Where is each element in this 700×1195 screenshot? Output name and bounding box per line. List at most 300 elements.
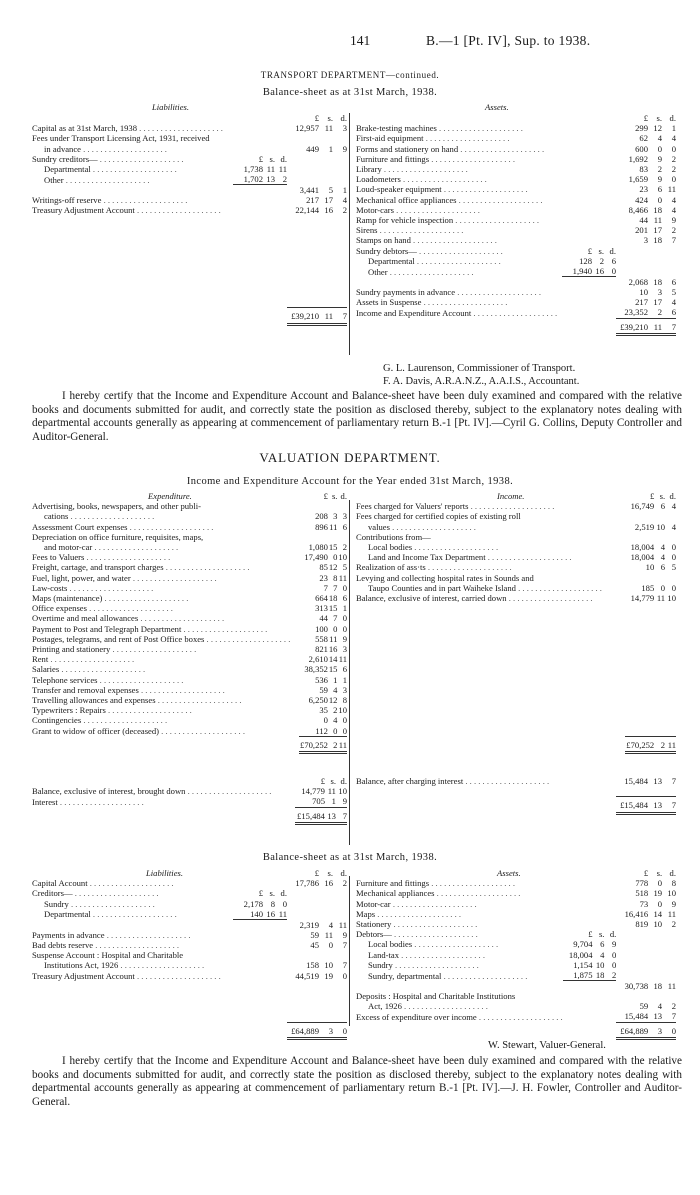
leader-dots: . . . . . . . . . . . . . . . . . . . .: [181, 623, 268, 634]
currency-header-row: [356, 868, 676, 878]
inner-shillings: [592, 144, 604, 154]
amount-pounds: [287, 909, 319, 920]
leader-dots: . . . . . . . . . . . . . . . . . . . .: [92, 542, 179, 553]
inner-pence: [275, 960, 287, 970]
row-label-text: Capital Account: [32, 878, 88, 889]
filler-row: [32, 287, 347, 297]
account-row: [356, 144, 676, 154]
row-label: [356, 133, 562, 143]
row-label: [32, 593, 290, 603]
amount-shillings: 11: [324, 123, 333, 134]
total-spacer: [32, 1022, 233, 1038]
inner-shillings: [593, 888, 605, 898]
row-label: [356, 939, 563, 949]
row-label-text: Other: [44, 174, 64, 185]
amount-pence: 5: [671, 286, 676, 297]
leader-dots: . . . . . . . . . . . . . . . . . . . .: [102, 593, 189, 604]
amount-shillings: [319, 909, 333, 920]
leader-dots: . . . . . . . . . . . . . . . . . . . .: [429, 153, 515, 164]
inner-shillings: 13: [263, 174, 275, 185]
account-row: [32, 195, 347, 205]
row-label: [32, 644, 290, 654]
amount-shillings: 0: [333, 552, 338, 563]
leader-dots: . . . . . . . . . . . . . . . . . . . .: [441, 184, 528, 195]
filler-row: [32, 226, 347, 236]
row-label-text: Maps: [356, 908, 376, 919]
row-label: [32, 654, 290, 664]
account-row: [356, 991, 676, 1001]
account-row: [356, 909, 676, 919]
inner-spacer: [562, 113, 592, 123]
amount-pounds: 518: [635, 888, 649, 899]
amount-pence: 11: [667, 980, 676, 991]
amount-pence: 0: [671, 552, 676, 563]
leader-dots: . . . . . . . . . . . . . . . . . . . .: [63, 174, 150, 185]
total-spacer: [562, 318, 592, 334]
row-label: [32, 532, 290, 542]
filler-row: [32, 236, 347, 246]
row-label-text: Advertising, books, newspapers, and other publi-: [32, 501, 201, 512]
amount-pence: 6: [342, 521, 347, 532]
row-label-text: Forms and stationery on hand: [356, 143, 459, 154]
valuation-inc-heading: Income.: [497, 491, 525, 501]
document-reference: B.—1 [Pt. IV], Sup. to 1938.: [426, 33, 591, 48]
inner-pence: 11: [275, 909, 287, 920]
account-row: [32, 634, 347, 644]
row-label: [32, 930, 233, 940]
inner-pence: [275, 920, 287, 930]
inner-pounds: [602, 573, 615, 583]
inner-shillings: 11: [266, 164, 275, 175]
account-row: [356, 287, 676, 297]
amount-shillings: 10: [656, 521, 666, 532]
inner-pounds: 2,178: [243, 898, 263, 909]
inner-shillings: [263, 878, 275, 888]
shillings-header: s.: [327, 113, 333, 123]
inner-pence: [275, 205, 287, 215]
currency-spacer: [356, 491, 602, 501]
account-row: [32, 532, 347, 542]
currency-spacer: [32, 868, 233, 878]
amount-pence: 9: [671, 898, 676, 909]
amount-shillings: 2: [657, 164, 662, 175]
row-label-text: Mechanical appliances: [356, 888, 435, 899]
total-pence: 7: [662, 318, 676, 334]
account-row: [32, 675, 347, 685]
amount-pence: 4: [671, 521, 676, 532]
transport-assets-heading: Assets.: [485, 102, 509, 112]
row-label-text: Payments in advance: [32, 929, 105, 940]
row-label: [356, 184, 562, 194]
row-label-text: Realization of ass·ts: [356, 562, 426, 573]
amount-pence: 4: [671, 204, 676, 215]
leader-dots: . . . . . . . . . . . . . . . . . . . .: [412, 939, 499, 950]
filler-cell: [32, 246, 347, 256]
row-label: [32, 174, 233, 185]
amount-pounds: 896: [315, 521, 328, 532]
row-label-text: Taupo Counties and in part Waiheke Island: [368, 582, 516, 593]
amount-pounds: [616, 246, 648, 256]
row-label-text: Furniture and fittings: [356, 153, 430, 164]
total-row: [32, 1022, 347, 1038]
amount-pounds: [616, 939, 648, 949]
account-row: [356, 878, 676, 888]
leader-dots: . . . . . . . . . . . . . . . . . . . .: [485, 552, 572, 563]
row-label-text: Stationery: [356, 919, 392, 930]
inner-pence: [604, 888, 616, 898]
filler-cell: [32, 226, 347, 236]
row-label: [356, 573, 602, 583]
leader-dots: . . . . . . . . . . . . . . . . . . . .: [421, 297, 508, 308]
account-row: [356, 307, 676, 318]
currency-spacer: [32, 491, 290, 501]
account-row: [32, 705, 347, 715]
amount-pence: 0: [342, 613, 347, 624]
filler-cell: [356, 786, 676, 797]
inner-pence: d.: [280, 888, 287, 899]
amount-pounds: [287, 164, 319, 174]
shillings-header: s.: [659, 491, 666, 501]
account-row: [356, 225, 676, 235]
filler-row: [32, 277, 347, 287]
currency-header-row: [32, 776, 347, 786]
amount-pounds: 30,738: [624, 980, 649, 991]
valuation-expenditure-table: [32, 491, 347, 754]
amount-pence: [662, 939, 676, 949]
amount-pence: 8: [671, 878, 676, 889]
amount-pounds: 536: [315, 674, 328, 685]
inner-pence: [604, 899, 616, 909]
account-row: [32, 786, 347, 796]
inner-pounds: [562, 195, 592, 205]
inner-pounds: [563, 888, 593, 898]
total-pounds: £64,889: [616, 1022, 648, 1038]
row-label-text: Contributions from—: [356, 531, 431, 542]
amount-shillings: 12: [328, 695, 338, 706]
row-label-text: Debtors—: [356, 929, 392, 940]
row-label: [356, 593, 602, 603]
valuation-bs-divider: [349, 876, 350, 1026]
row-label: [356, 511, 602, 521]
inner-spacer: [593, 868, 605, 878]
inner-spacer: [263, 113, 275, 123]
inner-pounds: [233, 950, 263, 960]
row-label: [32, 603, 290, 613]
inner-pence: [275, 144, 287, 154]
inner-shillings: [593, 981, 605, 991]
row-label: [32, 888, 233, 898]
inner-pounds: [562, 225, 592, 235]
filler-cell: [32, 297, 347, 308]
inner-pounds: 18,004: [568, 949, 593, 960]
amount-shillings: 2: [333, 705, 338, 716]
inner-pounds: [563, 1011, 593, 1022]
pence-header: d.: [340, 491, 347, 501]
total-shillings: 3: [648, 1022, 662, 1038]
leader-dots: . . . . . . . . . . . . . . . . . . . .: [59, 664, 146, 675]
amount-pounds: 15,484: [624, 776, 648, 786]
filler-row: [356, 685, 676, 695]
inner-shillings: 18: [593, 970, 605, 981]
account-row: [32, 613, 347, 623]
amount-pounds: 558: [315, 633, 328, 644]
valuation-balance-left-table: [32, 776, 347, 825]
amount-shillings: 14: [328, 654, 338, 665]
total-spacer: [563, 1022, 593, 1038]
total-pounds: £64,889: [287, 1022, 319, 1038]
account-row: [32, 878, 347, 888]
account-row: [356, 235, 676, 245]
currency-spacer: [32, 113, 233, 123]
amount-pounds: [616, 960, 648, 970]
account-row: [356, 970, 676, 981]
amount-pence: 2: [342, 878, 347, 889]
inner-shillings: [263, 205, 275, 215]
account-row: [32, 511, 347, 521]
filler-cell: [356, 726, 676, 737]
amount-pence: 2: [671, 1001, 676, 1012]
valuation-ie-divider: [349, 500, 350, 845]
account-row: [32, 603, 347, 613]
amount-pounds: 2,319: [299, 919, 319, 930]
inner-spacer: [604, 113, 616, 123]
amount-pounds: [287, 950, 319, 960]
account-row: [356, 552, 676, 562]
amount-pounds: 17,786: [295, 878, 319, 889]
inner-pounds: £: [258, 153, 263, 164]
total-pounds: £15,484: [295, 807, 325, 823]
amount-pounds: 208: [315, 511, 328, 522]
inner-pounds: [563, 1001, 593, 1011]
pence-header: d.: [669, 868, 676, 878]
row-label: [32, 583, 290, 593]
amount-shillings: 18: [328, 593, 338, 604]
inner-pounds: [271, 786, 284, 796]
amount-pounds: 1,692: [628, 153, 648, 164]
inner-spacer: [233, 868, 263, 878]
row-label: [32, 164, 233, 174]
inner-pence: d.: [280, 153, 287, 164]
amount-pounds: 600: [635, 143, 648, 154]
amount-pounds: 35: [319, 705, 328, 716]
row-label: [356, 256, 562, 266]
account-row: [356, 511, 676, 521]
filler-cell: [356, 624, 676, 634]
filler-row: [356, 644, 676, 654]
row-label: [32, 960, 233, 970]
row-label-text: Bad debts reserve: [32, 939, 94, 950]
account-row: [32, 685, 347, 695]
inner-pounds: £: [587, 245, 592, 256]
inner-spacer: [563, 868, 593, 878]
transport-dept-title: TRANSPORT DEPARTMENT—continued.: [260, 70, 440, 80]
leader-dots: . . . . . . . . . . . . . . . . . . . .: [453, 215, 540, 226]
inner-spacer: [592, 113, 604, 123]
amount-pounds: 185: [641, 582, 655, 593]
account-row: [32, 562, 347, 572]
leader-dots: . . . . . . . . . . . . . . . . . . . .: [159, 726, 245, 737]
total-shillings: 13: [325, 807, 336, 823]
filler-cell: [32, 236, 347, 246]
inner-pounds: [233, 185, 263, 195]
filler-row: [32, 216, 347, 226]
total-spacer: [356, 1022, 563, 1038]
row-label-text: Fees under Transport Licensing Act, 1931, received: [32, 133, 210, 144]
leader-dots: . . . . . . . . . . . . . . . . . . . .: [105, 705, 192, 716]
total-spacer: [604, 1022, 616, 1038]
amount-shillings: 4: [660, 542, 666, 553]
inner-pence: [604, 1011, 616, 1022]
account-row: [32, 174, 347, 185]
amount-pence: 0: [342, 970, 347, 981]
page-number: 141: [350, 33, 371, 48]
amount-pence: 5: [671, 562, 676, 573]
row-label: [356, 899, 563, 909]
amount-pence: 0: [671, 582, 676, 593]
transport-bs-title: Balance-sheet as at 31st March, 1938.: [262, 87, 438, 98]
currency-spacer: [356, 868, 563, 878]
amount-pence: [662, 246, 676, 256]
row-label: [32, 195, 233, 205]
amount-pence: 6: [342, 664, 347, 675]
leader-dots: . . . . . . . . . . . . . . . . . . . .: [425, 562, 512, 573]
row-label-text: Fees charged for Valuers' reports: [356, 501, 469, 512]
amount-pounds: 1,080: [308, 542, 328, 553]
inner-pounds: [602, 522, 615, 532]
account-row: [356, 184, 676, 194]
row-label-text: Ramp for vehicle inspection: [356, 215, 454, 226]
inner-pence: [604, 919, 616, 929]
inner-shillings: [263, 930, 275, 940]
row-label-text: Treasury Adjustment Account: [32, 205, 135, 216]
valuation-signature: W. Stewart, Valuer-General.: [488, 1040, 606, 1051]
account-row: [32, 583, 347, 593]
leader-dots: . . . . . . . . . . . . . . . . . . . .: [391, 929, 478, 940]
filler-row: [356, 695, 676, 705]
currency-spacer: [32, 776, 271, 786]
amount-pounds: 313: [315, 603, 328, 614]
amount-shillings: 17: [653, 225, 662, 236]
total-spacer: [275, 1022, 287, 1038]
row-label: [356, 919, 563, 929]
page-header: [0, 33, 700, 52]
row-label-text: Rent: [32, 654, 49, 665]
valuation-certificate: [32, 1055, 682, 1109]
inner-pence: [275, 971, 287, 981]
total-spacer: [604, 797, 616, 813]
account-row: [356, 919, 676, 929]
inner-pounds: [602, 501, 615, 511]
account-row: [356, 215, 676, 225]
inner-pounds: [602, 593, 615, 603]
row-label: [356, 195, 562, 205]
transport-signature-1: G. L. Laurenson, Commissioner of Transport.: [383, 363, 576, 374]
filler-row: [32, 246, 347, 256]
amount-shillings: [328, 501, 337, 511]
inner-pounds: [602, 583, 615, 593]
row-label: [32, 786, 271, 796]
amount-pounds: 44,519: [295, 970, 319, 981]
account-row: [32, 950, 347, 960]
leader-dots: . . . . . . . . . . . . . . . . . . . .: [138, 684, 225, 695]
pence-header: d.: [669, 491, 676, 501]
amount-shillings: [648, 970, 662, 981]
leader-dots: . . . . . . . . . . . . . . . . . . . .: [416, 245, 503, 256]
row-label-text: Balance, exclusive of interest, brought down: [32, 786, 186, 797]
leader-dots: . . . . . . . . . . . . . . . . . . . .: [389, 521, 476, 532]
filler-cell: [32, 287, 347, 297]
row-label-text: Deposits : Hospital and Charitable Institutions: [356, 990, 516, 1001]
amount-shillings: 6: [660, 562, 666, 573]
transport-assets-table: [356, 113, 676, 336]
filler-row: [356, 634, 676, 644]
currency-spacer: [356, 113, 562, 123]
amount-pounds: 100: [315, 623, 328, 634]
row-label: [32, 542, 290, 552]
row-label: [32, 511, 290, 521]
filler-row: [356, 654, 676, 664]
amount-shillings: 16: [328, 644, 338, 655]
total-spacer: [592, 318, 604, 334]
amount-pence: [662, 929, 676, 939]
amount-pounds: 15,484: [624, 1011, 649, 1022]
row-label-text: Institutions Act, 1926: [44, 960, 119, 971]
amount-shillings: [654, 573, 665, 583]
amount-shillings: 0: [657, 194, 662, 205]
row-label: [32, 634, 290, 644]
amount-pence: [333, 174, 347, 185]
row-label-text: Departmental: [44, 164, 91, 175]
row-label: [32, 950, 233, 960]
inner-pounds: £: [588, 929, 593, 940]
inner-shillings: 6: [600, 939, 605, 950]
amount-shillings: 4: [657, 1001, 663, 1012]
leader-dots: . . . . . . . . . . . . . . . . . . . .: [138, 613, 225, 624]
leader-dots: . . . . . . . . . . . . . . . . . . . .: [90, 164, 177, 175]
amount-pounds: 10: [645, 562, 655, 573]
inner-pounds: [563, 899, 593, 909]
row-label: [32, 796, 271, 807]
filler-row: [356, 786, 676, 797]
total-spacer: [32, 807, 271, 823]
amount-shillings: 8: [333, 572, 338, 583]
account-row: [356, 888, 676, 898]
row-label: [356, 929, 563, 939]
amount-pence: 9: [342, 633, 347, 644]
amount-shillings: [319, 133, 333, 143]
amount-pence: 0: [671, 174, 676, 185]
amount-pounds: [616, 991, 648, 1001]
amount-pounds: 83: [639, 164, 648, 175]
row-label: [32, 685, 290, 695]
row-label: [32, 899, 233, 909]
row-label-text: Fees charged for certified copies of existing roll: [356, 511, 521, 522]
amount-pounds: 6,250: [308, 695, 328, 706]
row-label-text: Local bodies: [368, 939, 413, 950]
inner-pounds: [233, 930, 263, 940]
total-spacer: [275, 308, 287, 324]
amount-pence: 6: [671, 307, 676, 318]
row-label: [356, 981, 563, 991]
row-label-text: Departmental: [44, 909, 91, 920]
inner-shillings: 16: [263, 909, 275, 920]
inner-shillings: [263, 960, 275, 970]
leader-dots: . . . . . . . . . . . . . . . . . . . .: [48, 654, 135, 665]
amount-shillings: 4: [333, 715, 338, 726]
amount-shillings: 16: [324, 878, 333, 889]
inner-pence: d.: [609, 929, 617, 940]
amount-pence: 4: [342, 195, 347, 206]
